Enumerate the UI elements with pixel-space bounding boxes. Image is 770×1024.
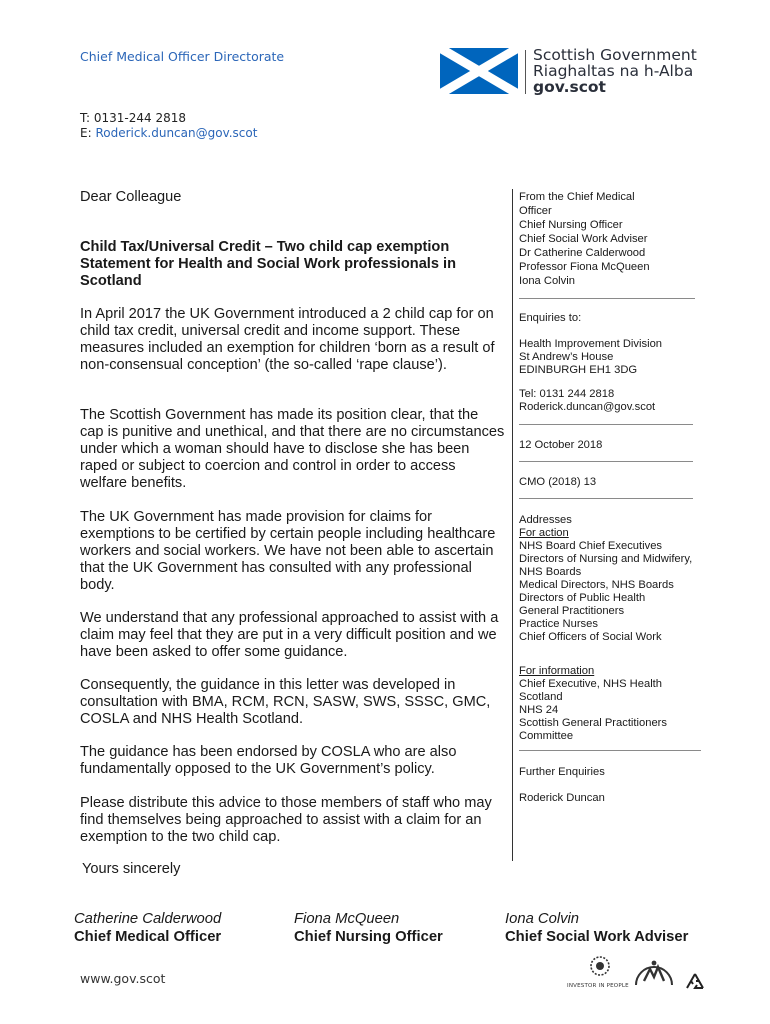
letter-date: 12 October 2018 xyxy=(519,439,603,451)
logo-line-url: gov.scot xyxy=(533,78,606,96)
sidebar-rule xyxy=(519,498,693,499)
body-paragraph: We understand that any professional approached to assist with a claim may feel that they are put in a very difficult position and we have been asked to offer some guidance. xyxy=(80,610,499,660)
signatory-name: Catherine Calderwood xyxy=(74,911,222,927)
header-phone: T: 0131-244 2818 xyxy=(80,111,186,125)
footer-url[interactable]: www.gov.scot xyxy=(80,971,166,986)
address-line: EDINBURGH EH1 3DG xyxy=(519,364,638,376)
subject-line: Child Tax/Universal Credit – Two child cap exemption xyxy=(80,239,450,255)
for-information-label: For information xyxy=(519,665,595,677)
for-information-list xyxy=(519,665,709,743)
subject-line: Scotland xyxy=(80,273,142,289)
sidebar-tel: Tel: 0131 244 2818 xyxy=(519,388,615,400)
from-line: Chief Social Work Adviser xyxy=(519,233,648,245)
from-line: Chief Nursing Officer xyxy=(519,219,623,231)
signatory-title: Chief Medical Officer xyxy=(74,929,222,945)
logo-divider xyxy=(525,50,526,94)
sidebar-address xyxy=(519,338,709,377)
signatory-title: Chief Nursing Officer xyxy=(294,929,443,945)
list-item: Chief Officers of Social Work xyxy=(519,631,662,643)
further-enquiries-label: Further Enquiries xyxy=(519,766,605,778)
directorate-title: Chief Medical Officer Directorate xyxy=(80,49,285,64)
list-item: Scotland xyxy=(519,691,563,703)
list-item: Directors of Public Health xyxy=(519,592,646,604)
list-item: Scottish General Practitioners xyxy=(519,717,667,729)
subject-line: Statement for Health and Social Work professionals in xyxy=(80,256,457,272)
body-paragraph: Consequently, the guidance in this letter was developed in consultation with BMA, RCM, RCN, SASW, SWS, SSSC, GMC, COSLA and NHS Health Scotland. xyxy=(80,677,491,727)
body-paragraph: The guidance has been endorsed by COSLA who are also fundamentally opposed to the UK Government’s policy. xyxy=(80,744,457,777)
header-contact xyxy=(80,111,257,141)
logo-line-gaelic: Riaghaltas na h-Alba xyxy=(533,62,694,80)
from-line: Iona Colvin xyxy=(519,275,575,287)
closing: Yours sincerely xyxy=(82,861,181,877)
addresses-label: Addresses xyxy=(519,514,572,526)
sidebar-rule xyxy=(519,298,695,299)
sidebar-rule xyxy=(519,424,693,425)
from-line: From the Chief Medical xyxy=(519,191,635,203)
further-enquiries-contact: Roderick Duncan xyxy=(519,792,605,804)
from-line: Dr Catherine Calderwood xyxy=(519,247,646,259)
address-line: St Andrew’s House xyxy=(519,351,614,363)
saltire-flag-icon xyxy=(440,48,518,94)
signatory-title: Chief Social Work Adviser xyxy=(505,929,689,945)
salutation: Dear Colleague xyxy=(80,189,182,205)
investor-in-people-icon xyxy=(580,955,620,981)
signatory-name: Fiona McQueen xyxy=(294,911,400,927)
sidebar-divider xyxy=(512,189,513,861)
body-paragraph: The UK Government has made provision for claims for exemptions to be certified by certain people including healthcare workers and social workers. We have not been able to ascertain that the UK Government has consulted with any professional body. xyxy=(80,509,496,593)
logo-line-english: Scottish Government xyxy=(533,46,697,64)
body-paragraph: Please distribute this advice to those members of staff who may find themselves being approached to assist with a claim for an exemption to the two child cap. xyxy=(80,795,492,845)
list-item: General Practitioners xyxy=(519,605,625,617)
enquiries-label: Enquiries to: xyxy=(519,312,582,324)
list-item: Practice Nurses xyxy=(519,618,598,630)
from-line: Professor Fiona McQueen xyxy=(519,261,650,273)
sidebar-rule xyxy=(519,750,701,751)
signatory-cmo xyxy=(74,910,221,946)
sidebar-rule xyxy=(519,461,693,462)
from-line: Officer xyxy=(519,205,552,217)
for-action-label: For action xyxy=(519,527,569,539)
disability-confident-icon xyxy=(630,955,678,991)
header-email-line xyxy=(80,126,257,141)
signatory-cswa xyxy=(505,910,688,946)
scottish-government-logo xyxy=(533,47,697,95)
signatory-cno xyxy=(294,910,443,946)
body-paragraph: In April 2017 the UK Government introduced a 2 child cap for on child tax credit, universal credit and income support. These measures included an exemption for children ‘born as a result of non-consensual conception’ (the so-called ‘rape clause’). xyxy=(80,306,495,373)
list-item: Medical Directors, NHS Boards xyxy=(519,579,674,591)
for-action-list xyxy=(519,527,709,644)
list-item: Committee xyxy=(519,730,574,742)
header-email-link[interactable]: Roderick.duncan@gov.scot xyxy=(95,126,258,140)
list-item: Directors of Nursing and Midwifery, xyxy=(519,553,693,565)
letter-reference: CMO (2018) 13 xyxy=(519,476,597,488)
body-paragraph: The Scottish Government has made its position clear, that the cap is punitive and unethical, and that there are no circumstances under which a woman should have to disclose she has been raped or subject to coercion and control in order to access welfare benefits. xyxy=(80,407,505,491)
list-item: NHS Boards xyxy=(519,566,582,578)
header-email-prefix: E: xyxy=(80,126,96,140)
list-item: NHS 24 xyxy=(519,704,559,716)
sidebar-from xyxy=(519,190,709,288)
recycle-icon xyxy=(684,972,706,992)
address-line: Health Improvement Division xyxy=(519,338,663,350)
investor-in-people-label: INVESTOR IN PEOPLE xyxy=(567,983,629,989)
letter-subject xyxy=(80,239,505,290)
sidebar-email-link[interactable]: Roderick.duncan@gov.scot xyxy=(519,401,656,413)
list-item: Chief Executive, NHS Health xyxy=(519,678,663,690)
list-item: NHS Board Chief Executives xyxy=(519,540,663,552)
signatory-name: Iona Colvin xyxy=(505,911,580,927)
